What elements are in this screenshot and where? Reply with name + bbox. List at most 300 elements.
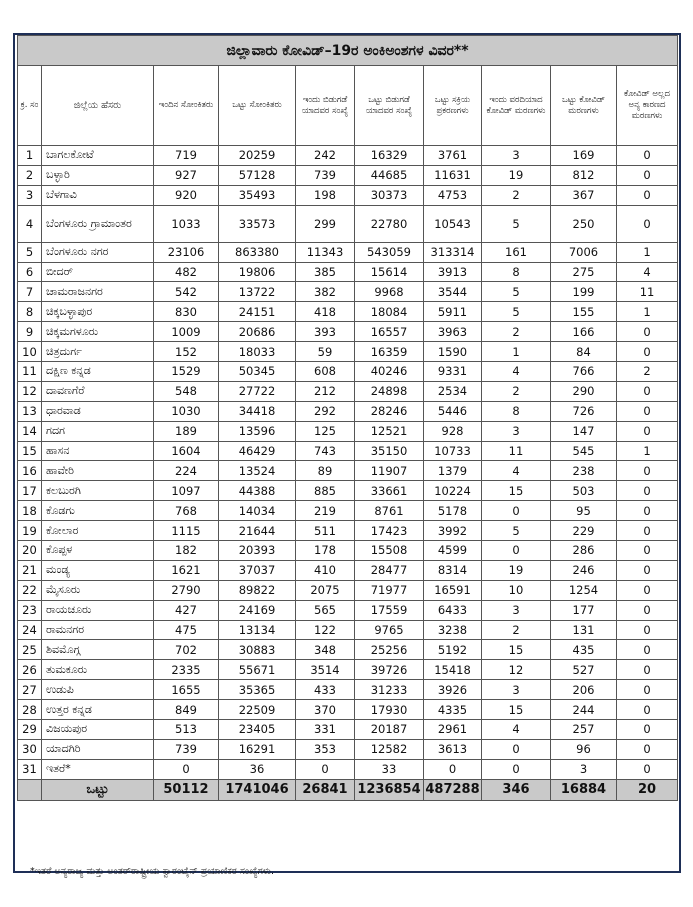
- cell-value: 1655: [154, 680, 219, 700]
- cell-value: 22780: [355, 205, 424, 242]
- cell-value: 0: [424, 759, 482, 779]
- cell-value: 920: [154, 185, 219, 205]
- cell-sl: 24: [18, 620, 42, 640]
- cell-value: 863380: [219, 242, 296, 262]
- cell-value: 5: [482, 521, 551, 541]
- cell-value: 435: [551, 640, 617, 660]
- cell-value: 9968: [355, 282, 424, 302]
- cell-value: 21644: [219, 521, 296, 541]
- cell-value: 418: [296, 302, 355, 322]
- table-row: [18, 600, 678, 620]
- table-row: [18, 205, 678, 242]
- totals-cell: 1741046: [219, 779, 296, 800]
- cell-value: 152: [154, 342, 219, 362]
- cell-value: 1009: [154, 322, 219, 342]
- cell-value: 229: [551, 521, 617, 541]
- cell-value: 0: [617, 322, 678, 342]
- table-row: [18, 441, 678, 461]
- cell-value: 427: [154, 600, 219, 620]
- cell-value: 35365: [219, 680, 296, 700]
- cell-value: 382: [296, 282, 355, 302]
- cell-value: 0: [617, 342, 678, 362]
- cell-district: ದಕ್ಷಿಣ ಕನ್ನಡ: [42, 362, 154, 382]
- cell-value: 0: [617, 600, 678, 620]
- cell-value: 410: [296, 560, 355, 580]
- cell-value: 33661: [355, 481, 424, 501]
- cell-value: 12521: [355, 421, 424, 441]
- cell-value: 5: [482, 282, 551, 302]
- cell-value: 0: [617, 481, 678, 501]
- cell-value: 24898: [355, 381, 424, 401]
- cell-value: 9765: [355, 620, 424, 640]
- cell-value: 8: [482, 401, 551, 421]
- cell-value: 927: [154, 165, 219, 185]
- cell-value: 12582: [355, 739, 424, 759]
- cell-sl: 7: [18, 282, 42, 302]
- cell-value: 608: [296, 362, 355, 382]
- cell-value: 0: [617, 165, 678, 185]
- header-today-deaths: ಇಂದು ವರದಿಯಾದ ಕೋವಿಡ್ ಮರಣಗಳು: [482, 66, 551, 146]
- cell-district: ಬೆಳಗಾವಿ: [42, 185, 154, 205]
- cell-value: 27722: [219, 381, 296, 401]
- cell-value: 96: [551, 739, 617, 759]
- cell-value: 89822: [219, 580, 296, 600]
- cell-value: 31233: [355, 680, 424, 700]
- cell-value: 8314: [424, 560, 482, 580]
- cell-value: 849: [154, 700, 219, 720]
- cell-value: 1: [617, 441, 678, 461]
- table-row: [18, 700, 678, 720]
- cell-value: 299: [296, 205, 355, 242]
- cell-value: 2790: [154, 580, 219, 600]
- cell-value: 0: [617, 401, 678, 421]
- table-row: [18, 282, 678, 302]
- cell-value: 768: [154, 501, 219, 521]
- cell-value: 84: [551, 342, 617, 362]
- cell-value: 0: [617, 720, 678, 740]
- cell-value: 739: [296, 165, 355, 185]
- cell-value: 0: [617, 620, 678, 640]
- cell-value: 1: [617, 242, 678, 262]
- cell-sl: 3: [18, 185, 42, 205]
- totals-cell: 346: [482, 779, 551, 800]
- cell-value: 0: [617, 461, 678, 481]
- cell-value: 20686: [219, 322, 296, 342]
- cell-value: 0: [617, 660, 678, 680]
- cell-value: 12: [482, 660, 551, 680]
- cell-value: 0: [296, 759, 355, 779]
- cell-district: ಕಲಬುರಗಿ: [42, 481, 154, 501]
- cell-value: 3963: [424, 322, 482, 342]
- cell-sl: 31: [18, 759, 42, 779]
- cell-sl: 25: [18, 640, 42, 660]
- cell-value: 1033: [154, 205, 219, 242]
- cell-value: 16557: [355, 322, 424, 342]
- cell-value: 11343: [296, 242, 355, 262]
- cell-value: 290: [551, 381, 617, 401]
- cell-value: 0: [482, 739, 551, 759]
- cell-value: 11: [482, 441, 551, 461]
- table-row: [18, 242, 678, 262]
- cell-value: 242: [296, 146, 355, 166]
- cell-value: 122: [296, 620, 355, 640]
- cell-value: 155: [551, 302, 617, 322]
- cell-value: 219: [296, 501, 355, 521]
- cell-value: 548: [154, 381, 219, 401]
- cell-value: 50345: [219, 362, 296, 382]
- cell-value: 15508: [355, 541, 424, 561]
- cell-sl: 27: [18, 680, 42, 700]
- cell-value: 1115: [154, 521, 219, 541]
- totals-cell: 20: [617, 779, 678, 800]
- cell-district: ವಿಜಯಪುರ: [42, 720, 154, 740]
- cell-value: 199: [551, 282, 617, 302]
- cell-value: 10733: [424, 441, 482, 461]
- cell-value: 189: [154, 421, 219, 441]
- cell-value: 513: [154, 720, 219, 740]
- cell-value: 11631: [424, 165, 482, 185]
- cell-value: 2335: [154, 660, 219, 680]
- cell-value: 89: [296, 461, 355, 481]
- cell-sl: 2: [18, 165, 42, 185]
- cell-value: 16359: [355, 342, 424, 362]
- cell-sl: 26: [18, 660, 42, 680]
- totals-cell: 1236854: [355, 779, 424, 800]
- cell-sl: 30: [18, 739, 42, 759]
- cell-sl: 17: [18, 481, 42, 501]
- cell-value: 34418: [219, 401, 296, 421]
- cell-value: 206: [551, 680, 617, 700]
- cell-value: 0: [617, 739, 678, 759]
- cell-value: 4: [482, 720, 551, 740]
- cell-district: ಬೆಂಗಳೂರು ಗ್ರಾಮಾಂತರ: [42, 205, 154, 242]
- cell-value: 3: [482, 680, 551, 700]
- cell-value: 0: [617, 146, 678, 166]
- footnote: *ಇತರೆ ಅನ್ಯರಾಜ್ಯ ಮತ್ತು ಅಂತರ್‌ರಾಷ್ಟ್ರೀಯ ಕ್ವಾರಂಟೈನ್ ಪ್ರಯಾಣಿಕರ ಸಂಖ್ಯೆಗಳು.: [30, 866, 275, 877]
- cell-value: 367: [551, 185, 617, 205]
- cell-value: 2075: [296, 580, 355, 600]
- table-row: [18, 322, 678, 342]
- cell-value: 812: [551, 165, 617, 185]
- cell-value: 18084: [355, 302, 424, 322]
- table-row: [18, 580, 678, 600]
- cell-value: 57128: [219, 165, 296, 185]
- cell-value: 20187: [355, 720, 424, 740]
- cell-value: 565: [296, 600, 355, 620]
- cell-value: 33: [355, 759, 424, 779]
- cell-value: 161: [482, 242, 551, 262]
- cell-value: 244: [551, 700, 617, 720]
- cell-value: 3926: [424, 680, 482, 700]
- cell-sl: 12: [18, 381, 42, 401]
- table-row: [18, 720, 678, 740]
- cell-value: 503: [551, 481, 617, 501]
- cell-value: 3613: [424, 739, 482, 759]
- cell-district: ಕೊಡಗು: [42, 501, 154, 521]
- table-row: [18, 262, 678, 282]
- cell-value: 8761: [355, 501, 424, 521]
- cell-sl: 1: [18, 146, 42, 166]
- cell-value: 13134: [219, 620, 296, 640]
- cell-value: 3: [551, 759, 617, 779]
- cell-value: 44685: [355, 165, 424, 185]
- cell-value: 35150: [355, 441, 424, 461]
- cell-district: ಚಿತ್ರದುರ್ಗ: [42, 342, 154, 362]
- cell-value: 10224: [424, 481, 482, 501]
- covid-district-table: [17, 35, 678, 801]
- cell-value: 24169: [219, 600, 296, 620]
- header-today-discharged: ಇಂದು ಬಿಡುಗಡೆ ಯಾದವರ ಸಂಖ್ಯೆ: [296, 66, 355, 146]
- cell-value: 0: [482, 759, 551, 779]
- cell-value: 545: [551, 441, 617, 461]
- cell-value: 0: [482, 541, 551, 561]
- table-row: [18, 739, 678, 759]
- totals-cell: 26841: [296, 779, 355, 800]
- cell-value: 0: [617, 521, 678, 541]
- cell-value: 0: [617, 680, 678, 700]
- cell-value: 275: [551, 262, 617, 282]
- cell-value: 16329: [355, 146, 424, 166]
- cell-value: 1529: [154, 362, 219, 382]
- cell-value: 212: [296, 381, 355, 401]
- cell-value: 2: [482, 185, 551, 205]
- cell-value: 35493: [219, 185, 296, 205]
- cell-value: 3544: [424, 282, 482, 302]
- cell-district: ಮಂಡ್ಯ: [42, 560, 154, 580]
- cell-value: 147: [551, 421, 617, 441]
- cell-district: ಕೊಪ್ಪಳ: [42, 541, 154, 561]
- cell-district: ಚಾಮರಾಜನಗರ: [42, 282, 154, 302]
- cell-sl: 6: [18, 262, 42, 282]
- cell-value: 59: [296, 342, 355, 362]
- cell-value: 17930: [355, 700, 424, 720]
- header-non-covid-deaths: ಕೋವಿಡ್ ಅಲ್ಲದ ಅನ್ಯ ಕಾರಣದ ಮರಣಗಳು: [617, 66, 678, 146]
- header-total-discharged: ಒಟ್ಟು ಬಿಡುಗಡೆ ಯಾದವರ ಸಂಖ್ಯೆ: [355, 66, 424, 146]
- cell-value: 348: [296, 640, 355, 660]
- cell-value: 15614: [355, 262, 424, 282]
- cell-value: 13722: [219, 282, 296, 302]
- cell-value: 3: [482, 421, 551, 441]
- cell-sl: 5: [18, 242, 42, 262]
- cell-value: 527: [551, 660, 617, 680]
- header-total-deaths: ಒಟ್ಟು ಕೋವಿಡ್ ಮರಣಗಳು: [551, 66, 617, 146]
- cell-district: ಶಿವಮೊಗ್ಗ: [42, 640, 154, 660]
- cell-value: 16291: [219, 739, 296, 759]
- cell-value: 30883: [219, 640, 296, 660]
- cell-sl: 15: [18, 441, 42, 461]
- table-row: [18, 461, 678, 481]
- cell-value: 511: [296, 521, 355, 541]
- totals-cell: [18, 779, 42, 800]
- cell-sl: 18: [18, 501, 42, 521]
- cell-value: 10: [482, 580, 551, 600]
- cell-value: 14034: [219, 501, 296, 521]
- totals-row: [18, 779, 678, 800]
- cell-value: 5: [482, 302, 551, 322]
- cell-value: 313314: [424, 242, 482, 262]
- table-row: [18, 620, 678, 640]
- cell-value: 3: [482, 146, 551, 166]
- cell-value: 19806: [219, 262, 296, 282]
- cell-value: 3514: [296, 660, 355, 680]
- cell-value: 3: [482, 600, 551, 620]
- cell-value: 39726: [355, 660, 424, 680]
- table-row: [18, 521, 678, 541]
- cell-value: 1379: [424, 461, 482, 481]
- cell-value: 385: [296, 262, 355, 282]
- cell-value: 15: [482, 481, 551, 501]
- cell-value: 0: [617, 501, 678, 521]
- totals-cell: 487288: [424, 779, 482, 800]
- cell-value: 17559: [355, 600, 424, 620]
- cell-value: 1621: [154, 560, 219, 580]
- cell-value: 5446: [424, 401, 482, 421]
- cell-district: ತುಮಕೂರು: [42, 660, 154, 680]
- cell-value: 44388: [219, 481, 296, 501]
- cell-value: 28246: [355, 401, 424, 421]
- cell-value: 13524: [219, 461, 296, 481]
- cell-value: 125: [296, 421, 355, 441]
- cell-value: 25256: [355, 640, 424, 660]
- cell-value: 19: [482, 560, 551, 580]
- cell-value: 5: [482, 205, 551, 242]
- cell-value: 182: [154, 541, 219, 561]
- cell-value: 2961: [424, 720, 482, 740]
- cell-value: 166: [551, 322, 617, 342]
- cell-district: ಬೀದರ್: [42, 262, 154, 282]
- cell-value: 30373: [355, 185, 424, 205]
- cell-value: 4: [482, 362, 551, 382]
- cell-value: 0: [617, 640, 678, 660]
- cell-value: 2534: [424, 381, 482, 401]
- header-district: ಜಿಲ್ಲೆಯ ಹೆಸರು: [42, 66, 154, 146]
- cell-sl: 11: [18, 362, 42, 382]
- cell-value: 0: [482, 501, 551, 521]
- cell-value: 286: [551, 541, 617, 561]
- table-row: [18, 501, 678, 521]
- cell-sl: 20: [18, 541, 42, 561]
- cell-value: 1030: [154, 401, 219, 421]
- cell-district: ಬಾಗಲಕೋಟೆ: [42, 146, 154, 166]
- cell-value: 726: [551, 401, 617, 421]
- cell-value: 18033: [219, 342, 296, 362]
- cell-value: 15418: [424, 660, 482, 680]
- cell-value: 743: [296, 441, 355, 461]
- cell-value: 0: [617, 759, 678, 779]
- cell-district: ಉಡುಪಿ: [42, 680, 154, 700]
- cell-value: 23405: [219, 720, 296, 740]
- cell-value: 4599: [424, 541, 482, 561]
- cell-value: 0: [154, 759, 219, 779]
- cell-sl: 19: [18, 521, 42, 541]
- cell-district: ಧಾರವಾಡ: [42, 401, 154, 421]
- cell-value: 6433: [424, 600, 482, 620]
- cell-value: 95: [551, 501, 617, 521]
- cell-value: 23106: [154, 242, 219, 262]
- cell-value: 33573: [219, 205, 296, 242]
- cell-value: 3761: [424, 146, 482, 166]
- cell-value: 24151: [219, 302, 296, 322]
- cell-value: 11907: [355, 461, 424, 481]
- cell-value: 1097: [154, 481, 219, 501]
- cell-value: 11: [617, 282, 678, 302]
- cell-value: 3238: [424, 620, 482, 640]
- cell-district: ರಾಯಚೂರು: [42, 600, 154, 620]
- cell-value: 1: [617, 302, 678, 322]
- totals-cell: 16884: [551, 779, 617, 800]
- cell-value: 4753: [424, 185, 482, 205]
- cell-value: 28477: [355, 560, 424, 580]
- cell-value: 46429: [219, 441, 296, 461]
- cell-value: 3913: [424, 262, 482, 282]
- table-row: [18, 342, 678, 362]
- cell-sl: 29: [18, 720, 42, 740]
- table-row: [18, 481, 678, 501]
- cell-value: 702: [154, 640, 219, 660]
- cell-value: 2: [482, 620, 551, 640]
- cell-value: 1604: [154, 441, 219, 461]
- cell-value: 7006: [551, 242, 617, 262]
- cell-value: 10543: [424, 205, 482, 242]
- cell-value: 0: [617, 580, 678, 600]
- cell-value: 55671: [219, 660, 296, 680]
- cell-value: 17423: [355, 521, 424, 541]
- cell-value: 71977: [355, 580, 424, 600]
- header-sl: ಕ್ರ. ಸಂ: [18, 66, 42, 146]
- cell-value: 885: [296, 481, 355, 501]
- cell-sl: 13: [18, 401, 42, 421]
- table-row: [18, 302, 678, 322]
- cell-value: 16591: [424, 580, 482, 600]
- cell-value: 433: [296, 680, 355, 700]
- cell-value: 9331: [424, 362, 482, 382]
- cell-value: 0: [617, 421, 678, 441]
- table-row: [18, 185, 678, 205]
- cell-value: 739: [154, 739, 219, 759]
- cell-value: 393: [296, 322, 355, 342]
- cell-value: 246: [551, 560, 617, 580]
- table-body: [18, 146, 678, 780]
- cell-value: 177: [551, 600, 617, 620]
- cell-value: 2: [617, 362, 678, 382]
- cell-district: ಹಾಸನ: [42, 441, 154, 461]
- cell-value: 353: [296, 739, 355, 759]
- cell-value: 238: [551, 461, 617, 481]
- cell-value: 4: [617, 262, 678, 282]
- header-active: ಒಟ್ಟು ಸಕ್ರಿಯ ಪ್ರಕರಣಗಳು: [424, 66, 482, 146]
- cell-value: 4: [482, 461, 551, 481]
- table-row: [18, 680, 678, 700]
- cell-value: 5911: [424, 302, 482, 322]
- cell-value: 13596: [219, 421, 296, 441]
- cell-district: ರಾಮನಗರ: [42, 620, 154, 640]
- cell-district: ಬಳ್ಳಾರಿ: [42, 165, 154, 185]
- cell-value: 0: [617, 381, 678, 401]
- cell-value: 2: [482, 381, 551, 401]
- cell-value: 198: [296, 185, 355, 205]
- cell-value: 292: [296, 401, 355, 421]
- cell-sl: 8: [18, 302, 42, 322]
- cell-district: ಗದಗ: [42, 421, 154, 441]
- cell-sl: 9: [18, 322, 42, 342]
- table-row: [18, 165, 678, 185]
- cell-district: ಬೆಂಗಳೂರು ನಗರ: [42, 242, 154, 262]
- cell-value: 0: [617, 541, 678, 561]
- cell-value: 928: [424, 421, 482, 441]
- cell-value: 22509: [219, 700, 296, 720]
- cell-value: 766: [551, 362, 617, 382]
- cell-value: 20393: [219, 541, 296, 561]
